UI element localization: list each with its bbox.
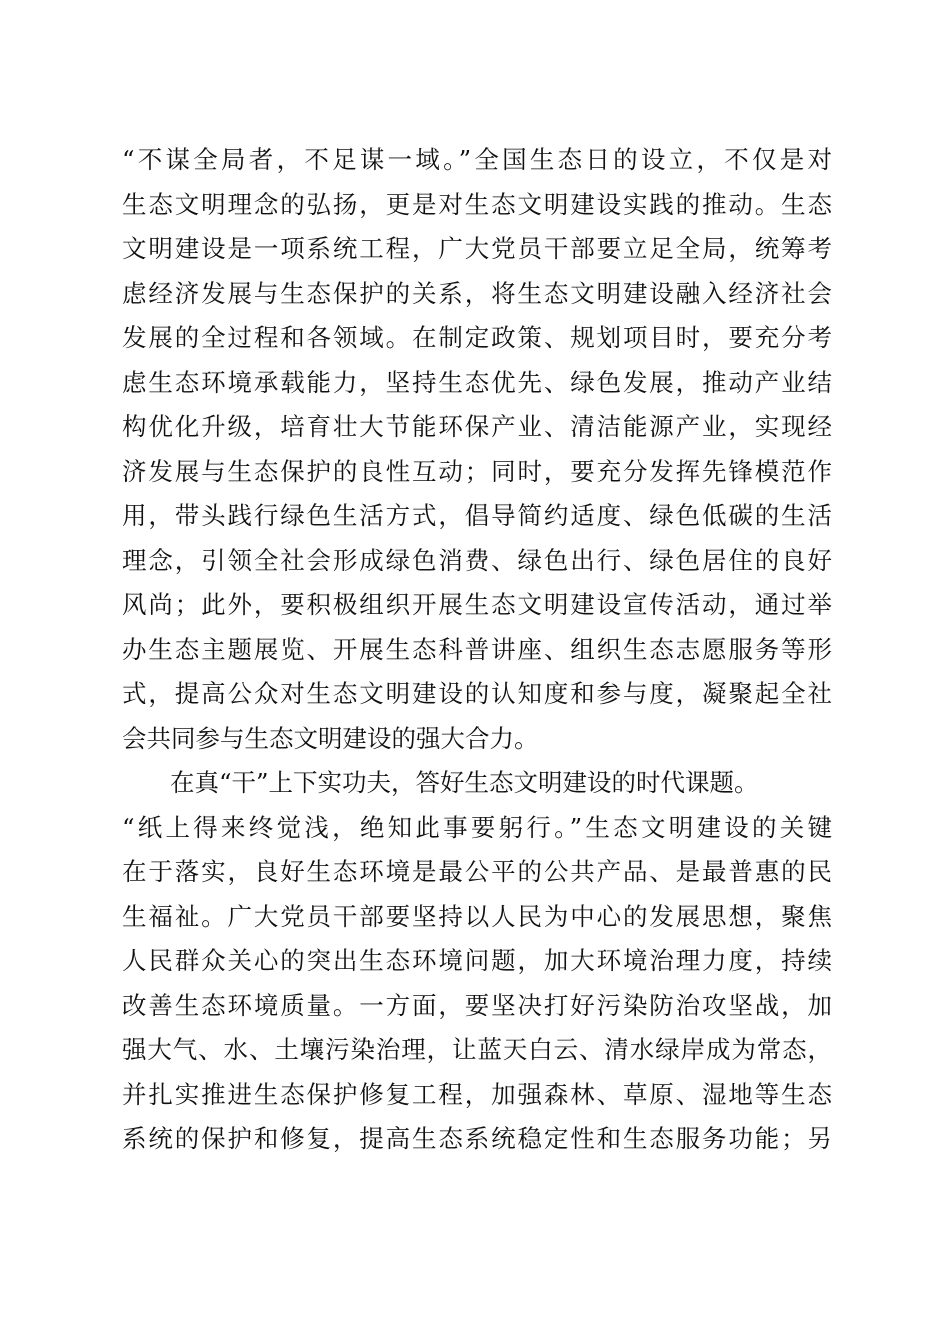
text-line: “纸上得来终觉浅，绝知此事要躬行。”生态文明建设的关键 xyxy=(122,812,832,842)
text-line: 式，提高公众对生态文明建设的认知度和参与度，凝聚起全社 xyxy=(122,679,832,708)
text-line: 改善生态环境质量。一方面，要坚决打好污染防治攻坚战，加 xyxy=(122,990,832,1020)
text-line: 并扎实推进生态保护修复工程，加强森林、草原、湿地等生态 xyxy=(122,1079,832,1109)
text-line: 强大气、水、土壤污染治理，让蓝天白云、清水绿岸成为常态， xyxy=(122,1035,832,1064)
text-line: 风尚；此外，要积极组织开展生态文明建设宣传活动，通过举 xyxy=(122,590,832,619)
paragraph-2 xyxy=(122,761,832,1162)
text-line: 系统的保护和修复，提高生态系统稳定性和生态服务功能；另 xyxy=(122,1124,832,1153)
text-line: 在真“干”上下实功夫，答好生态文明建设的时代课题。 xyxy=(170,768,759,797)
text-line: 人民群众关心的突出生态环境问题，加大环境治理力度，持续 xyxy=(122,946,832,975)
text-line: 发展的全过程和各领域。在制定政策、规划项目时，要充分考 xyxy=(122,323,832,352)
paragraph-1 xyxy=(122,138,832,761)
text-line: 用，带头践行绿色生活方式，倡导简约适度、绿色低碳的生活 xyxy=(122,501,832,530)
text-line: 济发展与生态保护的良性互动；同时，要充分发挥先锋模范作 xyxy=(122,456,832,486)
text-line: 虑经济发展与生态保护的关系，将生态文明建设融入经济社会 xyxy=(122,278,832,308)
text-line: 文明建设是一项系统工程，广大党员干部要立足全局，统筹考 xyxy=(122,234,832,263)
text-line: 虑生态环境承载能力，坚持生态优先、绿色发展，推动产业结 xyxy=(122,367,832,397)
text-line: 理念，引领全社会形成绿色消费、绿色出行、绿色居住的良好 xyxy=(122,545,832,575)
text-line: 构优化升级，培育壮大节能环保产业、清洁能源产业，实现经 xyxy=(122,412,832,441)
text-line: 在于落实，良好生态环境是最公平的公共产品、是最普惠的民 xyxy=(122,857,832,886)
body-text xyxy=(122,138,832,1162)
text-line: 会共同参与生态文明建设的强大合力。 xyxy=(122,723,539,753)
text-line: 生福祉。广大党员干部要坚持以人民为中心的发展思想，聚焦 xyxy=(122,901,832,931)
text-line: 办生态主题展览、开展生态科普讲座、组织生态志愿服务等形 xyxy=(122,634,832,664)
text-line: “不谋全局者，不足谋一域。”全国生态日的设立，不仅是对 xyxy=(122,145,832,174)
text-line: 生态文明理念的弘扬，更是对生态文明建设实践的推动。生态 xyxy=(122,189,832,219)
